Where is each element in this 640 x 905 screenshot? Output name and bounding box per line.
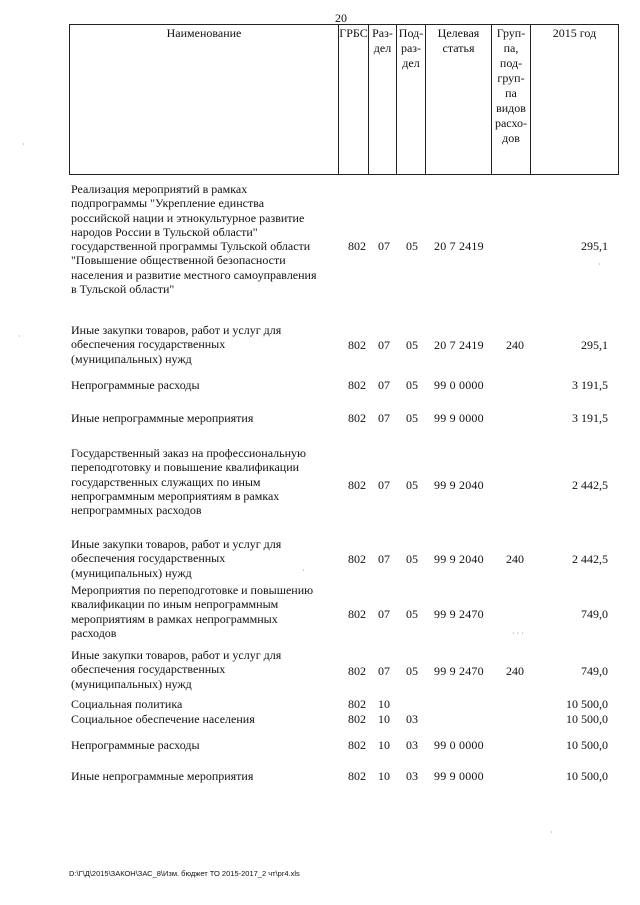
row-sum: 749,0 [581, 607, 608, 621]
scan-speck: · · · [512, 629, 524, 638]
header-year-2015: 2015 год [552, 26, 597, 40]
row-podrazdel: 05 [406, 607, 418, 621]
scan-speck: · [598, 260, 601, 269]
row-grbs: 802 [348, 411, 366, 425]
row-grbs: 802 [348, 478, 366, 492]
row-podrazdel: 03 [406, 712, 418, 726]
header-grbs: ГРБС [339, 26, 368, 40]
row-celevaya-statya: 99 9 0000 [434, 769, 484, 783]
row-sum: 295,1 [581, 239, 608, 253]
row-razdel: 07 [378, 239, 390, 253]
header-podrazdel: Под- раз- дел [398, 26, 424, 70]
row-razdel: 07 [378, 664, 390, 678]
row-sum: 10 500,0 [566, 712, 608, 726]
row-sum: 3 191,5 [572, 411, 608, 425]
row-name: Иные непрограммные мероприятия [71, 411, 254, 425]
scan-speck: · [550, 828, 553, 837]
row-celevaya-statya: 99 9 2470 [434, 664, 484, 678]
scan-speck: · [302, 566, 305, 575]
scan-speck: · [22, 140, 25, 149]
header-vid-rashodov: Груп- па, под- груп- па видов расхо- дов [494, 26, 528, 145]
row-grbs: 802 [348, 738, 366, 752]
row-grbs: 802 [348, 664, 366, 678]
row-name: Иные закупки товаров, работ и услуг для обеспечения государственных (муниципальных) нужд [71, 323, 282, 366]
row-celevaya-statya: 20 7 2419 [434, 239, 484, 253]
row-razdel: 07 [378, 552, 390, 566]
row-razdel: 10 [378, 738, 390, 752]
row-grbs: 802 [348, 769, 366, 783]
row-grbs: 802 [348, 552, 366, 566]
header-name: Наименование [166, 26, 242, 40]
row-name: Реализация мероприятий в рамках подпрограммы "Укрепление единства российской нации и этнокультурное развитие народов России в Тульской области" государственной программы Тульской области "Повышение общественной безопасности населения и развитие местного самоуправления в Тульской области" [71, 182, 317, 297]
row-razdel: 10 [378, 697, 390, 711]
row-name: Государственный заказ на профессиональную переподготовку и повышение квалификации государственных служащих по иным непрограммным мероприятиям в рамках непрограммных расходов [71, 446, 306, 518]
row-name: Иные закупки товаров, работ и услуг для обеспечения государственных (муниципальных) нужд [71, 648, 282, 691]
row-celevaya-statya: 99 9 2470 [434, 607, 484, 621]
row-podrazdel: 05 [406, 239, 418, 253]
row-name: Иные закупки товаров, работ и услуг для обеспечения государственных (муниципальных) нужд [71, 537, 282, 580]
header-celevaya-statya: Целевая статья [437, 26, 480, 55]
row-name: Непрограммные расходы [71, 378, 200, 392]
row-grbs: 802 [348, 338, 366, 352]
row-razdel: 10 [378, 712, 390, 726]
row-grbs: 802 [348, 697, 366, 711]
row-name: Социальное обеспечение населения [71, 712, 255, 726]
row-podrazdel: 05 [406, 478, 418, 492]
row-podrazdel: 05 [406, 664, 418, 678]
scan-speck: · [18, 332, 21, 341]
row-razdel: 07 [378, 607, 390, 621]
row-name: Непрограммные расходы [71, 738, 200, 752]
row-grbs: 802 [348, 239, 366, 253]
row-podrazdel: 03 [406, 738, 418, 752]
row-vid-rashodov: 240 [506, 552, 524, 566]
row-sum: 10 500,0 [566, 769, 608, 783]
row-vid-rashodov: 240 [506, 664, 524, 678]
row-podrazdel: 03 [406, 769, 418, 783]
row-name: Мероприятия по переподготовке и повышению квалификации по иным непрограммным мероприятиям в рамках непрограммных расходов [71, 583, 314, 640]
row-celevaya-statya: 99 0 0000 [434, 738, 484, 752]
row-sum: 3 191,5 [572, 378, 608, 392]
row-podrazdel: 05 [406, 338, 418, 352]
row-celevaya-statya: 99 9 0000 [434, 411, 484, 425]
row-name: Социальная политика [71, 697, 183, 711]
header-razdel: Раз- дел [372, 26, 393, 55]
row-grbs: 802 [348, 607, 366, 621]
row-celevaya-statya: 99 9 2040 [434, 552, 484, 566]
row-sum: 10 500,0 [566, 697, 608, 711]
row-razdel: 10 [378, 769, 390, 783]
row-razdel: 07 [378, 338, 390, 352]
row-celevaya-statya: 20 7 2419 [434, 338, 484, 352]
row-razdel: 07 [378, 378, 390, 392]
footer-file-path: D:\Г\Д\2015\ЗАКОН\ЗАС_8\Изм. бюджет ТО 2015-2017_2 чт\pr4.xls [69, 869, 300, 878]
row-podrazdel: 05 [406, 378, 418, 392]
row-sum: 749,0 [581, 664, 608, 678]
row-celevaya-statya: 99 9 2040 [434, 478, 484, 492]
row-podrazdel: 05 [406, 411, 418, 425]
row-grbs: 802 [348, 712, 366, 726]
row-razdel: 07 [378, 411, 390, 425]
row-razdel: 07 [378, 478, 390, 492]
row-grbs: 802 [348, 378, 366, 392]
row-sum: 10 500,0 [566, 738, 608, 752]
row-sum: 2 442,5 [572, 478, 608, 492]
row-sum: 295,1 [581, 338, 608, 352]
row-podrazdel: 05 [406, 552, 418, 566]
row-name: Иные непрограммные мероприятия [71, 769, 254, 783]
row-vid-rashodov: 240 [506, 338, 524, 352]
page-number: 20 [335, 11, 347, 25]
row-sum: 2 442,5 [572, 552, 608, 566]
row-celevaya-statya: 99 0 0000 [434, 378, 484, 392]
